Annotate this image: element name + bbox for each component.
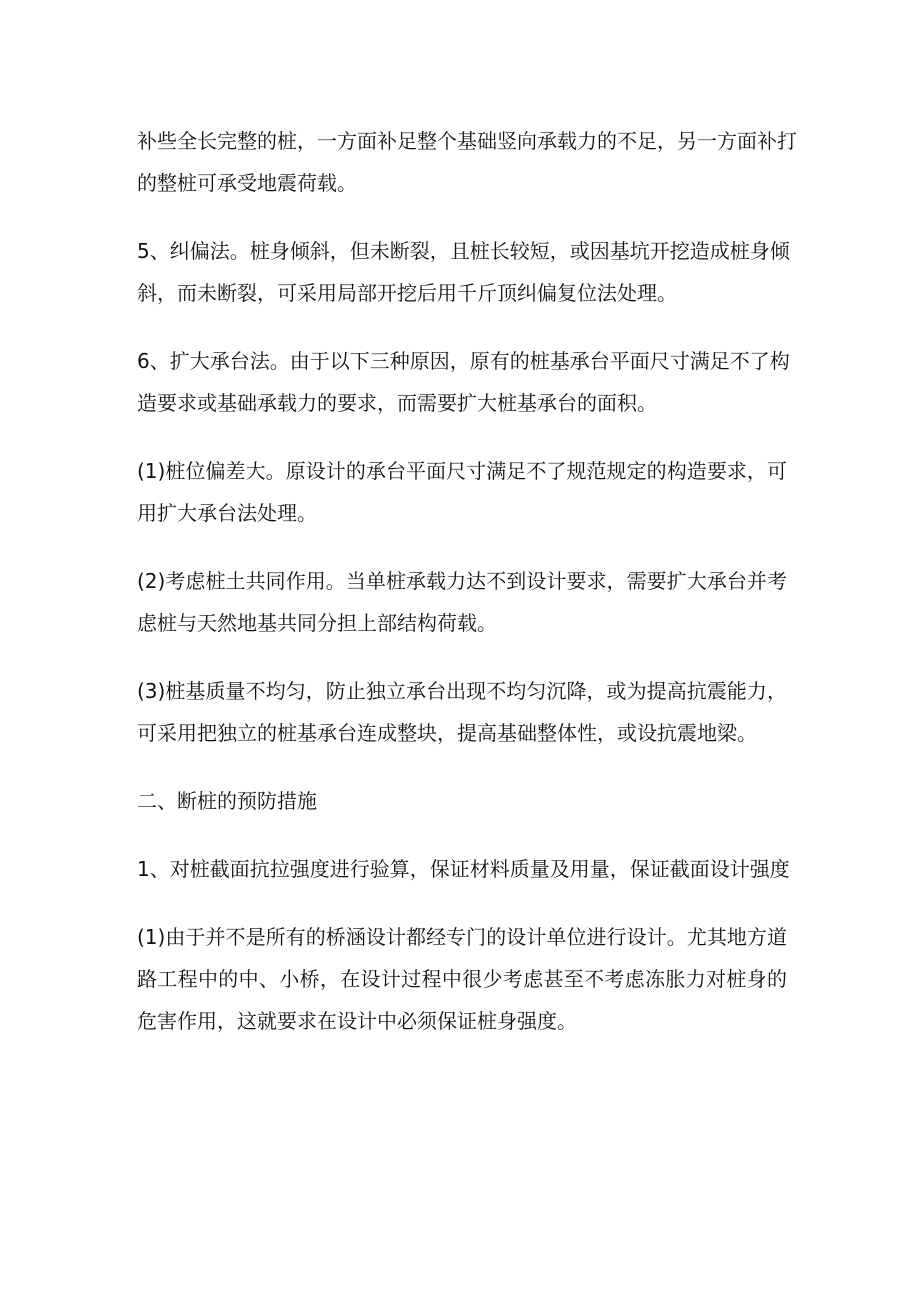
text-line: 1、对桩截面抗拉强度进行验算，保证材料质量及用量，保证截面设计强度 [137,857,790,881]
text-line: 路工程中的中、小桥，在设计过程中很少考虑甚至不考虑冻胀力对桩身的 [137,967,787,991]
text-line: 的整桩可承受地震荷载。 [137,171,357,195]
paragraph-measure-1-item-1 [137,916,787,1042]
text-line: 补些全长完整的桩，一方面补足整个基础竖向承载力的不足，另一方面补打 [137,129,797,153]
heading-text: 二、断桩的预防措施 [137,789,317,813]
paragraph-item-1 [137,450,787,534]
paragraph-method-6 [137,340,790,424]
text-line: 斜，而未断裂，可采用局部开挖后用千斤顶纠偏复位法处理。 [137,281,677,305]
text-line: (1)由于并不是所有的桥涵设计都经专门的设计单位进行设计。尤其地方道 [137,925,787,949]
text-line: 可采用把独立的桩基承台连成整块，提高基础整体性，或设抗震地梁。 [137,721,757,745]
document-body [137,120,797,1068]
text-line: 用扩大承台法处理。 [137,501,317,525]
text-line: 造要求或基础承载力的要求，而需要扩大桩基承台的面积。 [137,391,657,415]
paragraph-measure-1 [137,848,790,890]
text-line: (2)考虑桩土共同作用。当单桩承载力达不到设计要求，需要扩大承台并考 [137,569,787,593]
text-line: 虑桩与天然地基共同分担上部结构荷载。 [137,611,497,635]
text-line: (3)桩基质量不均匀，防止独立承台出现不均匀沉降，或为提高抗震能力， [137,679,787,703]
text-line: (1)桩位偏差大。原设计的承台平面尺寸满足不了规范规定的构造要求，可 [137,459,787,483]
text-line: 危害作用，这就要求在设计中必须保证桩身强度。 [137,1009,577,1033]
paragraph-method-5 [137,230,790,314]
text-line: 6、扩大承台法。由于以下三种原因，原有的桩基承台平面尺寸满足不了构 [137,349,790,373]
paragraph-item-3 [137,670,787,754]
paragraph-continuation [137,120,797,204]
text-line: 5、纠偏法。桩身倾斜，但未断裂，且桩长较短，或因基坑开挖造成桩身倾 [137,239,790,263]
section-heading [137,780,787,822]
paragraph-item-2 [137,560,787,644]
